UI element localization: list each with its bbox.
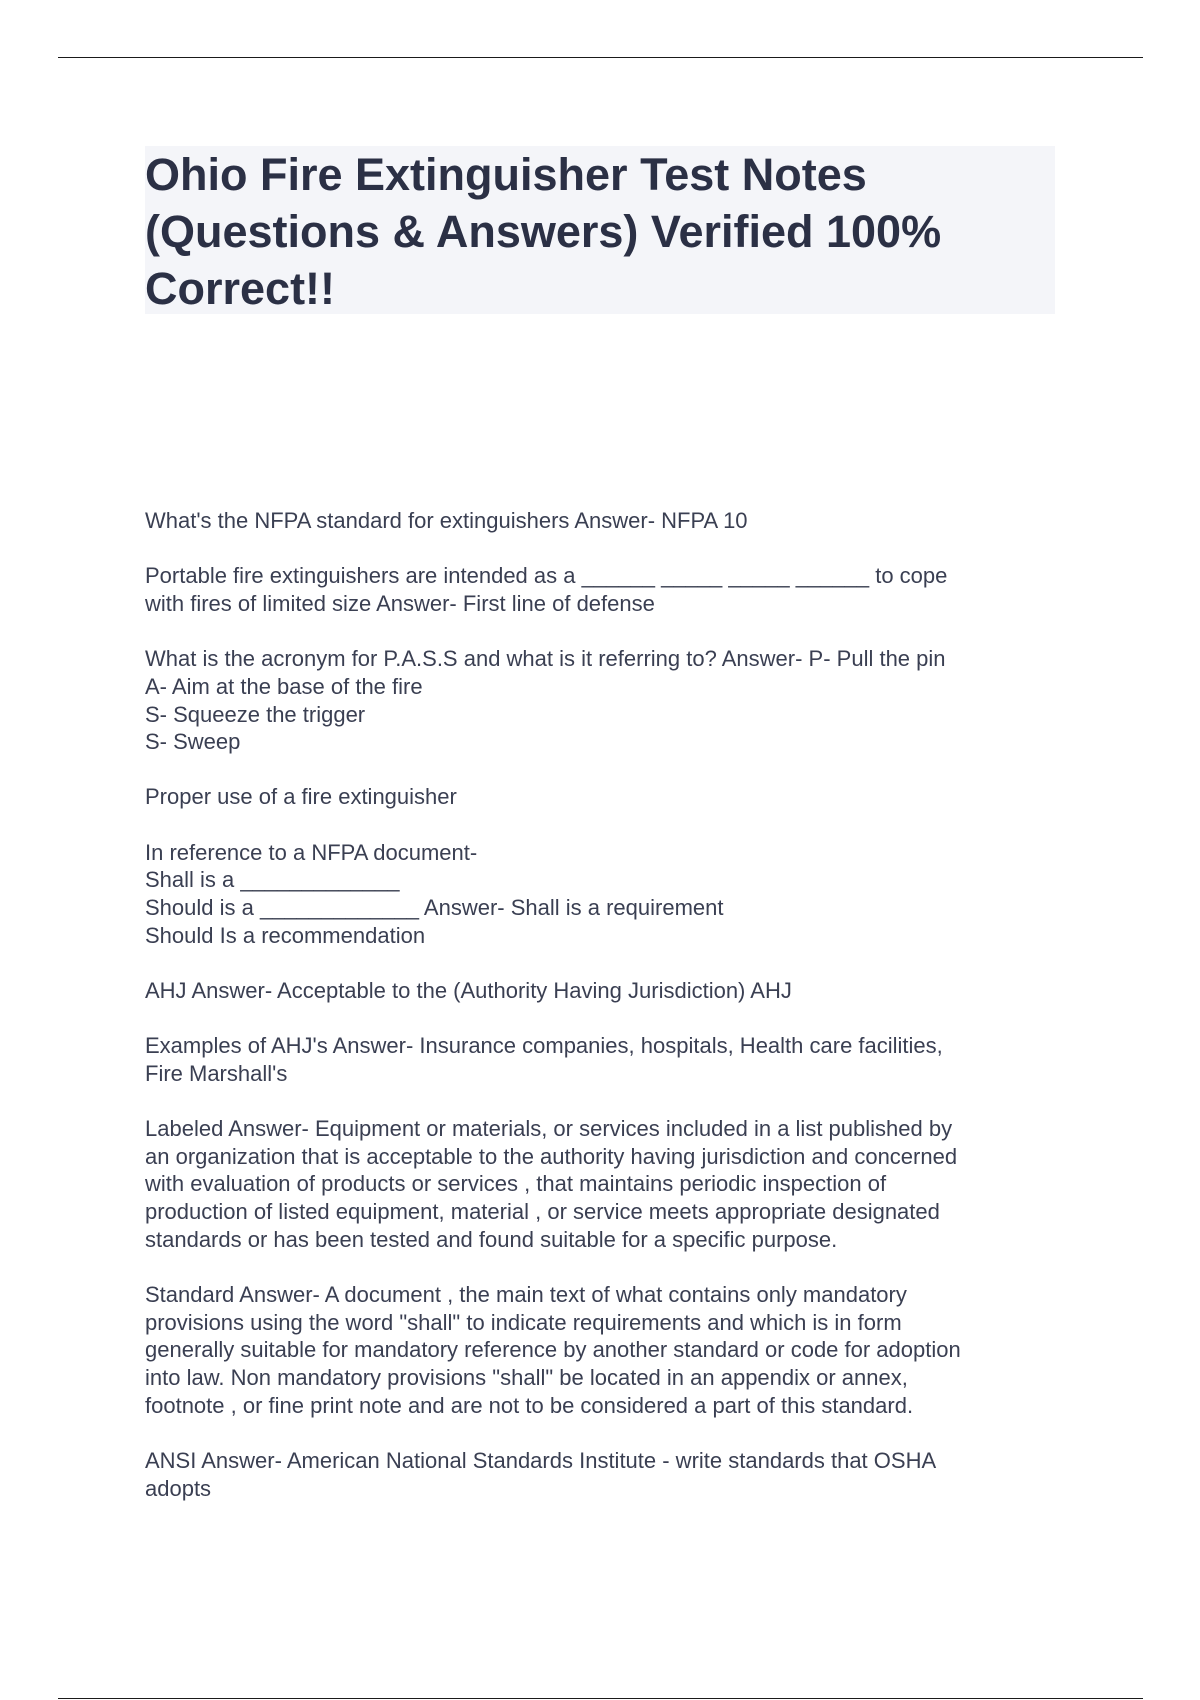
qa-line: What's the NFPA standard for extinguishers Answer- NFPA 10 xyxy=(145,508,748,533)
qa-line: provisions using the word "shall" to indicate requirements and which is in form xyxy=(145,1309,902,1335)
qa-line: Examples of AHJ's Answer- Insurance companies, hospitals, Health care facilities, xyxy=(145,1033,943,1059)
qa-line: Standard Answer- A document , the main text of what contains only mandatory xyxy=(145,1282,907,1308)
qa-line: S- Squeeze the trigger xyxy=(145,701,366,727)
qa-line: A- Aim at the base of the fire xyxy=(145,673,423,699)
footer-rule xyxy=(58,1698,1143,1699)
qa-list xyxy=(145,507,1065,1530)
header-rule xyxy=(58,57,1143,58)
qa-entry xyxy=(145,507,1065,535)
qa-line: Portable fire extinguishers are intended as a ______ _____ _____ ______ to cope xyxy=(145,563,948,589)
qa-line: Fire Marshall's xyxy=(145,1060,288,1086)
qa-line: Proper use of a fire extinguisher xyxy=(145,784,457,810)
qa-line: Shall is a _____________ xyxy=(145,867,400,893)
qa-entry xyxy=(145,562,1065,617)
qa-line: into law. Non mandatory provisions "shall" be located in an appendix or annex, xyxy=(145,1365,908,1391)
qa-entry xyxy=(145,977,1065,1005)
qa-entry xyxy=(145,1032,1065,1087)
qa-entry xyxy=(145,1447,1065,1502)
title-block xyxy=(145,146,1055,314)
qa-line: standards or has been tested and found suitable for a specific purpose. xyxy=(145,1226,838,1252)
qa-line: Should is a _____________ Answer- Shall is a requirement xyxy=(145,895,724,921)
page-title: Ohio Fire Extinguisher Test Notes (Questions & Answers) Verified 100% Correct!! xyxy=(145,149,942,314)
qa-line: What is the acronym for P.A.S.S and what is it referring to? Answer- P- Pull the pin xyxy=(145,646,946,672)
qa-entry xyxy=(145,1281,1065,1420)
qa-line: adopts xyxy=(145,1475,212,1501)
qa-entry xyxy=(145,645,1065,756)
qa-line: AHJ Answer- Acceptable to the (Authority Having Jurisdiction) AHJ xyxy=(145,977,792,1003)
qa-entry xyxy=(145,839,1065,950)
qa-entry xyxy=(145,1115,1065,1254)
qa-line: Should Is a recommendation xyxy=(145,922,426,948)
qa-line: with fires of limited size Answer- First line of defense xyxy=(145,590,655,616)
qa-line: ANSI Answer- American National Standards Institute - write standards that OSHA xyxy=(145,1448,937,1474)
qa-entry xyxy=(145,783,1065,811)
qa-line: generally suitable for mandatory reference by another standard or code for adoption xyxy=(145,1337,961,1363)
qa-line: an organization that is acceptable to the authority having jurisdiction and concerned xyxy=(145,1143,958,1169)
qa-line: footnote , or fine print note and are not to be considered a part of this standard. xyxy=(145,1392,914,1418)
qa-line: with evaluation of products or services , that maintains periodic inspection of xyxy=(145,1171,887,1197)
qa-line: Labeled Answer- Equipment or materials, or services included in a list published by xyxy=(145,1116,953,1142)
qa-line: In reference to a NFPA document- xyxy=(145,839,478,865)
qa-line: S- Sweep xyxy=(145,729,241,755)
qa-line: production of listed equipment, material , or service meets appropriate designated xyxy=(145,1199,940,1225)
